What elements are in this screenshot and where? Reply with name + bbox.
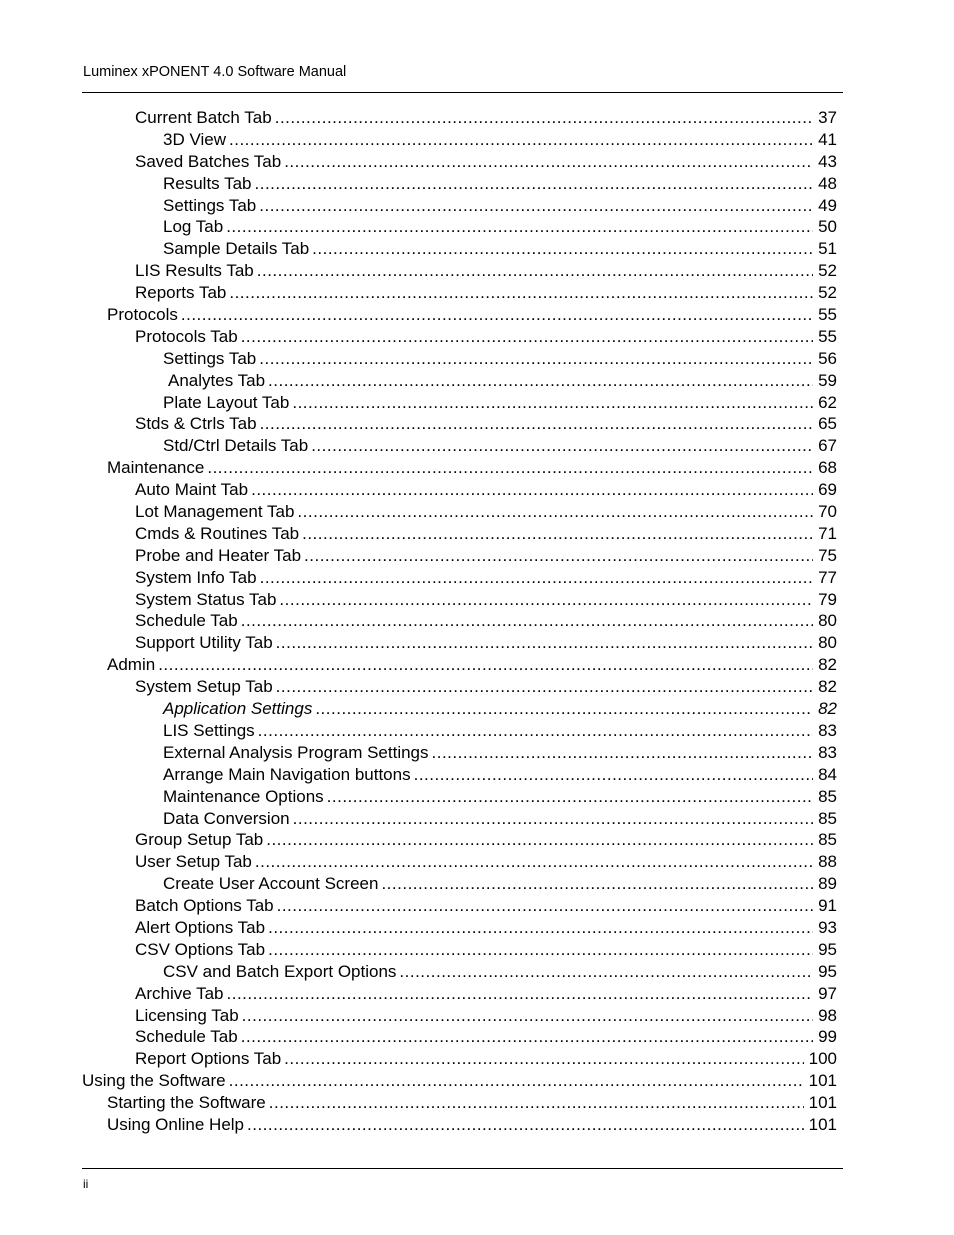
dot-leader [241, 610, 813, 632]
dot-leader [327, 786, 813, 808]
dot-leader [268, 370, 813, 392]
toc-entry-label: Stds & Ctrls Tab [135, 414, 257, 434]
toc-entry-label: Std/Ctrl Details Tab [163, 436, 309, 456]
toc-entry-page-number: 83 [818, 720, 837, 740]
toc-entry-page-number: 49 [818, 195, 837, 215]
toc-entry-page-number: 52 [818, 283, 837, 303]
toc-entry[interactable] [0, 457, 954, 479]
toc-entry[interactable] [0, 238, 954, 260]
toc-entry-label: System Status Tab [135, 589, 277, 609]
header-rule [82, 92, 843, 93]
toc-entry-label: Reports Tab [135, 283, 227, 303]
toc-entry-label: Saved Batches Tab [135, 151, 282, 171]
toc-entry[interactable] [0, 370, 954, 392]
toc-entry[interactable] [0, 545, 954, 567]
toc-entry-label: Maintenance Options [163, 786, 324, 806]
toc-entry[interactable] [0, 676, 954, 698]
toc-entry[interactable] [0, 501, 954, 523]
dot-leader [302, 523, 813, 545]
toc-entry-page-number: 52 [818, 261, 837, 281]
dot-leader [259, 195, 813, 217]
toc-entry-label: Results Tab [163, 173, 252, 193]
toc-entry-row [163, 173, 837, 195]
toc-entry-page-number: 51 [818, 239, 837, 259]
dot-leader [381, 873, 813, 895]
dot-leader [268, 939, 813, 961]
toc-entry-page-number: 93 [818, 917, 837, 937]
toc-entry-row [163, 764, 837, 786]
toc-entry-label: Report Options Tab [135, 1049, 282, 1069]
toc-entry-label: Starting the Software [107, 1093, 266, 1113]
dot-leader [226, 216, 813, 238]
dot-leader [284, 151, 813, 173]
toc-entry-page-number: 98 [818, 1005, 837, 1025]
toc-entry-page-number: 70 [818, 502, 837, 522]
toc-entry-page-number: 55 [818, 326, 837, 346]
dot-leader [257, 260, 813, 282]
toc-entry-row [135, 589, 837, 611]
toc-entry-row [107, 1114, 837, 1136]
footer-rule [82, 1168, 843, 1169]
toc-entry-label: Support Utility Tab [135, 633, 273, 653]
toc-entry-label: Current Batch Tab [135, 108, 272, 127]
toc-entry-row [135, 567, 837, 589]
dot-leader [297, 501, 813, 523]
toc-entry-page-number: 84 [818, 764, 837, 784]
dot-leader [242, 1005, 813, 1027]
toc-entry-label: Lot Management Tab [135, 502, 295, 522]
toc-entry-label: Settings Tab [163, 348, 257, 368]
toc-entry[interactable] [0, 107, 954, 129]
toc-entry-row [135, 282, 837, 304]
toc-entry-row [135, 107, 837, 129]
toc-entry-row [135, 1005, 837, 1027]
dot-leader [399, 961, 813, 983]
dot-leader [259, 348, 813, 370]
toc-entry-row [163, 348, 837, 370]
toc-entry-label: Schedule Tab [135, 611, 238, 631]
toc-entry[interactable] [0, 632, 954, 654]
toc-entry-page-number: 82 [818, 655, 837, 675]
toc-entry[interactable] [0, 413, 954, 435]
toc-entry[interactable] [0, 129, 954, 151]
dot-leader [260, 567, 813, 589]
toc-entry-page-number: 62 [818, 392, 837, 412]
toc-entry-row [163, 435, 837, 457]
toc-entry-label: Probe and Heater Tab [135, 545, 302, 565]
toc-entry-label: Licensing Tab [135, 1005, 239, 1025]
footer-page-number: ii [83, 1177, 89, 1191]
dot-leader [279, 589, 813, 611]
toc-entry-label: Alert Options Tab [135, 917, 266, 937]
running-header-title: Luminex xPONENT 4.0 Software Manual [83, 64, 347, 80]
toc-entry[interactable] [0, 195, 954, 217]
toc-entry-row [107, 304, 837, 326]
toc-entry-label: System Info Tab [135, 567, 257, 587]
toc-entry[interactable] [0, 895, 954, 917]
toc-entry-label: Group Setup Tab [135, 830, 264, 850]
toc-entry-row [135, 479, 837, 501]
dot-leader [229, 1070, 804, 1092]
toc-entry-row [135, 1026, 837, 1048]
dot-leader [241, 326, 813, 348]
toc-entry-row [168, 370, 837, 392]
toc-entry-row [163, 961, 837, 983]
dot-leader [269, 1092, 804, 1114]
toc-entry-row [163, 786, 837, 808]
toc-entry[interactable] [0, 348, 954, 370]
toc-entry-page-number: 89 [818, 874, 837, 894]
toc-entry-label: CSV and Batch Export Options [163, 961, 397, 981]
toc-entry-row [135, 1048, 837, 1070]
toc-entry-row [163, 129, 837, 151]
toc-entry[interactable] [0, 523, 954, 545]
toc-entry-row [163, 720, 837, 742]
toc-entry-row [135, 501, 837, 523]
toc-entry-page-number: 95 [818, 939, 837, 959]
toc-entry-page-number: 43 [818, 151, 837, 171]
toc-entry[interactable] [0, 567, 954, 589]
toc-entry-row [135, 260, 837, 282]
toc-entry-label: LIS Results Tab [135, 261, 254, 281]
toc-entry[interactable] [0, 764, 954, 786]
toc-entry-row [163, 238, 837, 260]
dot-leader [258, 720, 813, 742]
toc-entry-label: Archive Tab [135, 983, 224, 1003]
toc-entry-label: Data Conversion [163, 808, 290, 828]
toc-entry-label: Protocols Tab [135, 326, 238, 346]
toc-entry[interactable] [0, 786, 954, 808]
toc-entry[interactable] [0, 939, 954, 961]
toc-entry[interactable] [0, 589, 954, 611]
toc-entry-label: Schedule Tab [135, 1027, 238, 1047]
toc-entry-label: CSV Options Tab [135, 939, 266, 959]
toc-entry-page-number: 82 [818, 677, 837, 697]
toc-entry-page-number: 55 [818, 305, 837, 325]
dot-leader [414, 764, 813, 786]
toc-entry[interactable] [0, 282, 954, 304]
toc-entry-label: Batch Options Tab [135, 896, 274, 916]
toc-entry-page-number: 67 [818, 436, 837, 456]
toc-entry[interactable] [0, 173, 954, 195]
toc-entry[interactable] [0, 1005, 954, 1027]
dot-leader [229, 129, 813, 151]
toc-entry[interactable] [0, 851, 954, 873]
toc-entry-row [135, 326, 837, 348]
dot-leader [276, 632, 813, 654]
toc-entry-page-number: 82 [818, 699, 837, 719]
toc-entry-label: User Setup Tab [135, 852, 252, 872]
toc-entry[interactable] [0, 720, 954, 742]
dot-leader [227, 983, 814, 1005]
toc-entry-row [107, 457, 837, 479]
toc-entry[interactable] [0, 873, 954, 895]
toc-entry-page-number: 83 [818, 742, 837, 762]
toc-entry-page-number: 65 [818, 414, 837, 434]
toc-entry-page-number: 80 [818, 633, 837, 653]
toc-entry[interactable] [0, 808, 954, 830]
dot-leader [276, 676, 813, 698]
toc-entry-page-number: 77 [818, 567, 837, 587]
toc-entry[interactable] [0, 1026, 954, 1048]
dot-leader [315, 698, 813, 720]
toc-entry[interactable] [0, 151, 954, 173]
toc-entry[interactable] [0, 917, 954, 939]
toc-entry-page-number: 101 [808, 1093, 837, 1113]
toc-entry-page-number: 48 [818, 173, 837, 193]
dot-leader [311, 435, 813, 457]
toc-entry[interactable] [0, 216, 954, 238]
dot-leader [158, 654, 813, 676]
toc-entry-label: Sample Details Tab [163, 239, 310, 259]
toc-entry[interactable] [0, 435, 954, 457]
toc-entry-label: Analytes Tab [168, 370, 266, 390]
toc-entry-label: System Setup Tab [135, 677, 273, 697]
dot-leader [266, 829, 813, 851]
toc-entry[interactable] [0, 304, 954, 326]
toc-entry[interactable] [0, 1070, 954, 1092]
toc-entry-page-number: 80 [818, 611, 837, 631]
toc-entry-page-number: 37 [818, 108, 837, 127]
toc-entry[interactable] [0, 260, 954, 282]
dot-leader [207, 457, 813, 479]
toc-entry-page-number: 79 [818, 589, 837, 609]
toc-entry-label: External Analysis Program Settings [163, 742, 429, 762]
toc-entry[interactable] [0, 326, 954, 348]
dot-leader [312, 238, 813, 260]
toc-entry[interactable] [0, 1048, 954, 1070]
toc-entry-label: LIS Settings [163, 720, 255, 740]
dot-leader [275, 107, 813, 129]
toc-entry-row [135, 151, 837, 173]
toc-entry-row [163, 808, 837, 830]
toc-entry-label: Application Settings [163, 699, 313, 719]
table-of-contents [0, 107, 954, 1136]
toc-entry[interactable] [0, 1114, 954, 1136]
toc-entry-row [107, 654, 837, 676]
toc-entry-page-number: 91 [818, 896, 837, 916]
toc-entry[interactable] [0, 1092, 954, 1114]
toc-entry-label: Plate Layout Tab [163, 392, 290, 412]
toc-entry-label: Admin [107, 655, 156, 675]
toc-entry-row [163, 742, 837, 764]
dot-leader [277, 895, 813, 917]
toc-entry-label: 3D View [163, 129, 226, 149]
toc-entry-page-number: 71 [818, 523, 837, 543]
toc-entry-label: Using the Software [82, 1071, 226, 1091]
dot-leader [255, 851, 813, 873]
toc-entry-row [135, 676, 837, 698]
toc-entry-row [163, 873, 837, 895]
toc-entry-label: Using Online Help [107, 1114, 245, 1134]
toc-entry-page-number: 75 [818, 545, 837, 565]
toc-entry[interactable] [0, 698, 954, 720]
toc-entry-page-number: 97 [818, 983, 837, 1003]
toc-entry-label: Protocols [107, 305, 178, 325]
dot-leader [181, 304, 813, 326]
toc-entry-row [135, 523, 837, 545]
toc-entry-row [163, 216, 837, 238]
toc-entry-label: Arrange Main Navigation buttons [163, 764, 411, 784]
dot-leader [292, 392, 813, 414]
dot-leader [293, 808, 813, 830]
toc-entry-row [135, 610, 837, 632]
toc-entry-label: Maintenance [107, 458, 205, 478]
toc-entry-page-number: 101 [808, 1071, 837, 1091]
toc-entry-page-number: 50 [818, 217, 837, 237]
toc-entry[interactable] [0, 392, 954, 414]
toc-entry-page-number: 88 [818, 852, 837, 872]
toc-entry-label: Cmds & Routines Tab [135, 523, 300, 543]
toc-entry-label: Auto Maint Tab [135, 480, 249, 500]
dot-leader [247, 1114, 804, 1136]
dot-leader [229, 282, 813, 304]
toc-entry-page-number: 95 [818, 961, 837, 981]
dot-leader [304, 545, 813, 567]
toc-entry-row [135, 413, 837, 435]
toc-entry[interactable] [0, 479, 954, 501]
dot-leader [432, 742, 814, 764]
toc-entry-row [163, 392, 837, 414]
toc-entry-row [135, 939, 837, 961]
toc-entry-row [135, 829, 837, 851]
toc-entry-page-number: 68 [818, 458, 837, 478]
dot-leader [284, 1048, 803, 1070]
toc-entry-row [135, 895, 837, 917]
toc-entry-row [135, 545, 837, 567]
toc-entry-page-number: 59 [818, 370, 837, 390]
toc-entry[interactable] [0, 983, 954, 1005]
toc-entry[interactable] [0, 829, 954, 851]
dot-leader [255, 173, 814, 195]
dot-leader [268, 917, 813, 939]
toc-entry-row [135, 851, 837, 873]
dot-leader [241, 1026, 813, 1048]
toc-entry-page-number: 99 [818, 1027, 837, 1047]
toc-entry[interactable] [0, 961, 954, 983]
toc-entry[interactable] [0, 654, 954, 676]
toc-entry-page-number: 85 [818, 830, 837, 850]
toc-entry-row [135, 917, 837, 939]
toc-entry-label: Settings Tab [163, 195, 257, 215]
toc-entry-page-number: 85 [818, 786, 837, 806]
dot-leader [251, 479, 813, 501]
toc-entry-label: Log Tab [163, 217, 224, 237]
dot-leader [260, 413, 814, 435]
toc-entry-page-number: 69 [818, 480, 837, 500]
toc-entry[interactable] [0, 610, 954, 632]
toc-entry-page-number: 56 [818, 348, 837, 368]
toc-entry-page-number: 41 [818, 129, 837, 149]
toc-entry-page-number: 85 [818, 808, 837, 828]
toc-entry-page-number: 101 [808, 1114, 837, 1134]
toc-entry-row [135, 983, 837, 1005]
toc-entry[interactable] [0, 742, 954, 764]
toc-entry-row [163, 195, 837, 217]
toc-entry-row [82, 1070, 837, 1092]
toc-entry-row [107, 1092, 837, 1114]
toc-entry-row [135, 632, 837, 654]
toc-entry-label: Create User Account Screen [163, 874, 379, 894]
toc-entry-row [163, 698, 837, 720]
toc-entry-page-number: 100 [808, 1049, 837, 1069]
